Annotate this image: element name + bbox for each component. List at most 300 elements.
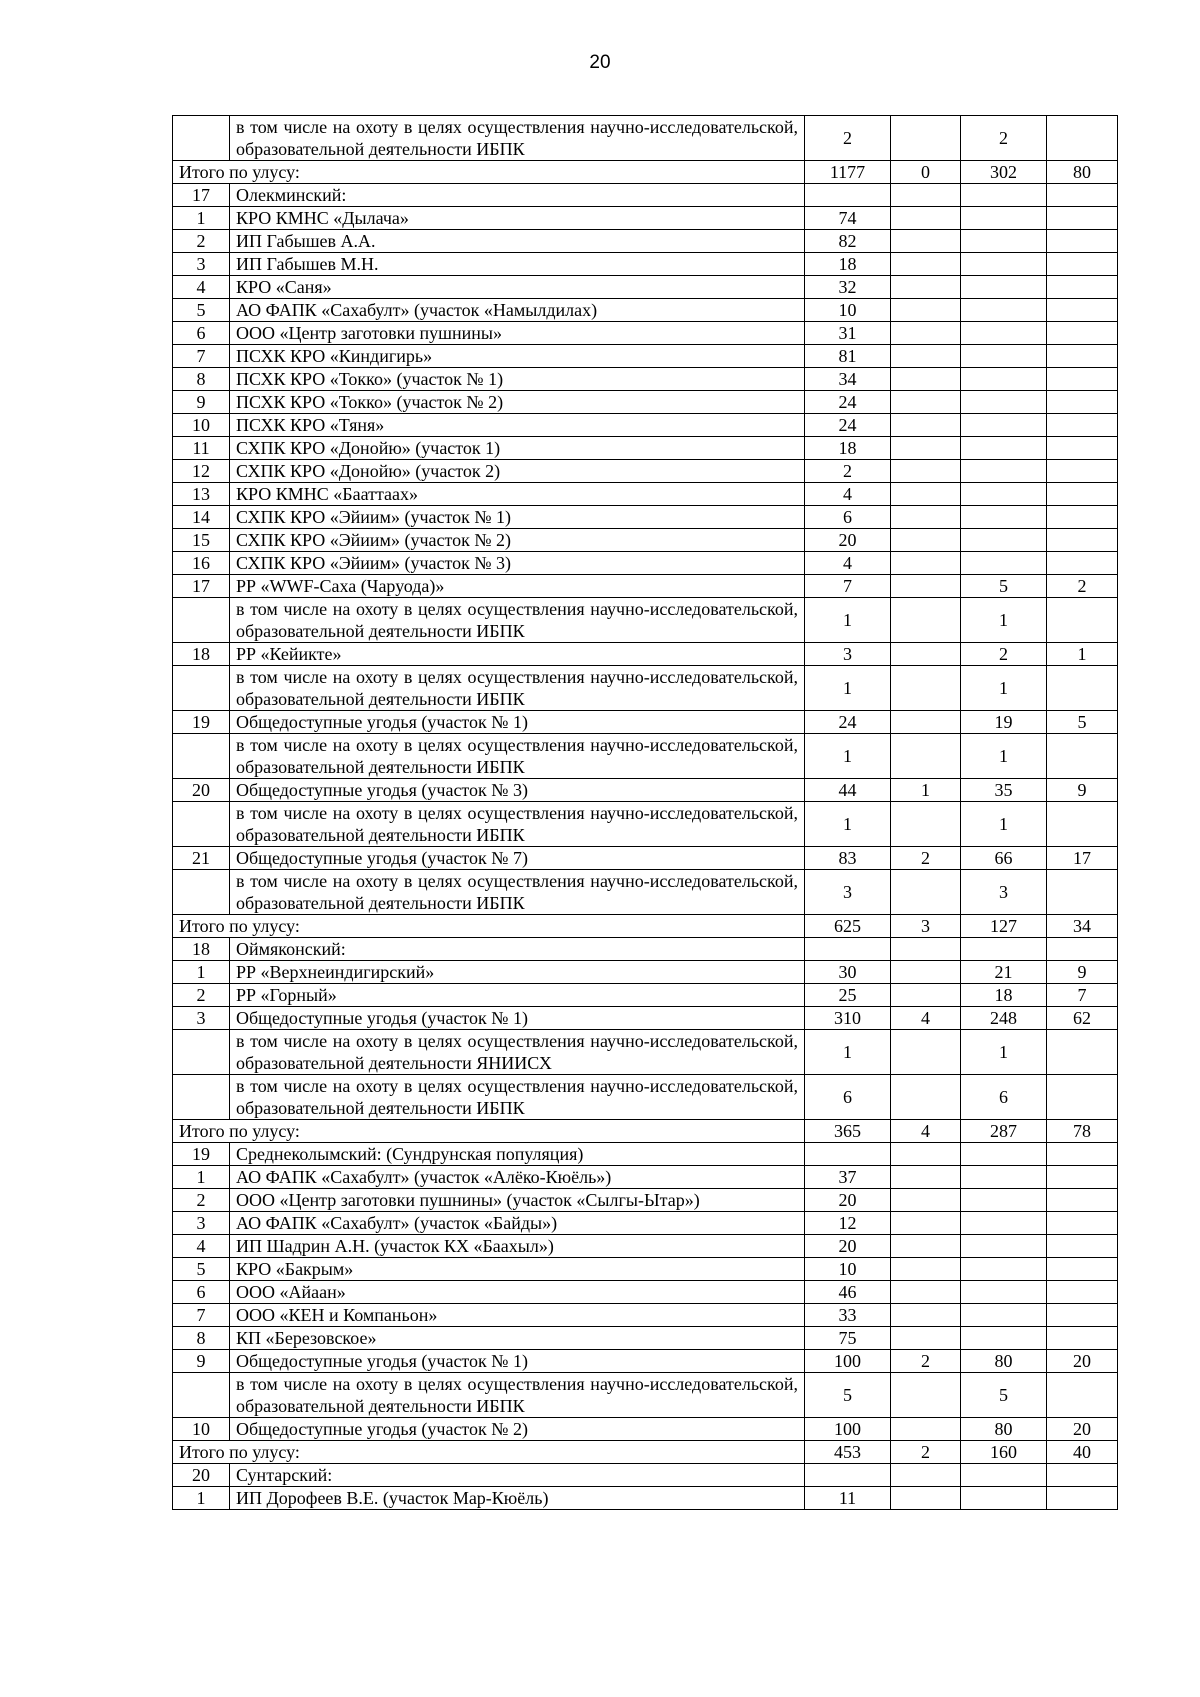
section-row bbox=[173, 184, 1118, 207]
value-col-1: 6 bbox=[805, 506, 891, 529]
value-col-4 bbox=[1047, 734, 1118, 779]
value-col-4: 20 bbox=[1047, 1350, 1118, 1373]
row-number: 3 bbox=[173, 1212, 230, 1235]
value-col-3 bbox=[961, 1464, 1047, 1487]
value-col-3: 2 bbox=[961, 643, 1047, 666]
value-col-2 bbox=[891, 1327, 961, 1350]
value-col-4: 62 bbox=[1047, 1007, 1118, 1030]
value-col-1: 81 bbox=[805, 345, 891, 368]
value-col-3 bbox=[961, 460, 1047, 483]
value-col-3 bbox=[961, 1212, 1047, 1235]
table-row bbox=[173, 345, 1118, 368]
value-col-1: 3 bbox=[805, 870, 891, 915]
table-row bbox=[173, 253, 1118, 276]
value-col-4 bbox=[1047, 299, 1118, 322]
table-row bbox=[173, 847, 1118, 870]
table-row bbox=[173, 299, 1118, 322]
value-col-1: 11 bbox=[805, 1487, 891, 1510]
value-col-3 bbox=[961, 1281, 1047, 1304]
row-number bbox=[173, 598, 230, 643]
row-number: 19 bbox=[173, 711, 230, 734]
section-row bbox=[173, 1143, 1118, 1166]
value-col-2 bbox=[891, 437, 961, 460]
value-col-2 bbox=[891, 506, 961, 529]
table-row bbox=[173, 1007, 1118, 1030]
row-name: Сунтарский: bbox=[230, 1464, 805, 1487]
value-col-2: 0 bbox=[891, 161, 961, 184]
value-col-4 bbox=[1047, 1143, 1118, 1166]
value-col-1: 82 bbox=[805, 230, 891, 253]
value-col-2 bbox=[891, 802, 961, 847]
value-col-2 bbox=[891, 598, 961, 643]
row-name: СХПК КРО «Эйиим» (участок № 2) bbox=[230, 529, 805, 552]
row-number bbox=[173, 802, 230, 847]
row-number: 21 bbox=[173, 847, 230, 870]
value-col-2 bbox=[891, 414, 961, 437]
value-col-1: 24 bbox=[805, 414, 891, 437]
value-col-3 bbox=[961, 1487, 1047, 1510]
value-col-1: 100 bbox=[805, 1418, 891, 1441]
value-col-4: 78 bbox=[1047, 1120, 1118, 1143]
value-col-3: 1 bbox=[961, 598, 1047, 643]
value-col-1: 1 bbox=[805, 598, 891, 643]
value-col-1: 6 bbox=[805, 1075, 891, 1120]
value-col-2 bbox=[891, 1075, 961, 1120]
value-col-3: 1 bbox=[961, 1030, 1047, 1075]
value-col-1: 18 bbox=[805, 437, 891, 460]
total-label: Итого по улусу: bbox=[173, 161, 805, 184]
value-col-2 bbox=[891, 984, 961, 1007]
value-col-2 bbox=[891, 276, 961, 299]
value-col-3: 1 bbox=[961, 802, 1047, 847]
value-col-2 bbox=[891, 1304, 961, 1327]
row-name: Общедоступные угодья (участок № 2) bbox=[230, 1418, 805, 1441]
row-number: 4 bbox=[173, 276, 230, 299]
row-name: ООО «Айаан» bbox=[230, 1281, 805, 1304]
value-col-1: 365 bbox=[805, 1120, 891, 1143]
row-name: РР «Верхнеиндигирский» bbox=[230, 961, 805, 984]
value-col-2 bbox=[891, 1418, 961, 1441]
value-col-1: 75 bbox=[805, 1327, 891, 1350]
value-col-4 bbox=[1047, 184, 1118, 207]
row-name: АО ФАПК «Сахабулт» (участок «Байды») bbox=[230, 1212, 805, 1235]
value-col-3 bbox=[961, 1258, 1047, 1281]
value-col-4 bbox=[1047, 598, 1118, 643]
value-col-2 bbox=[891, 938, 961, 961]
value-col-2 bbox=[891, 1030, 961, 1075]
row-number bbox=[173, 1030, 230, 1075]
row-name: ПСХК КРО «Тяня» bbox=[230, 414, 805, 437]
table-row bbox=[173, 1281, 1118, 1304]
value-col-1: 33 bbox=[805, 1304, 891, 1327]
value-col-1 bbox=[805, 184, 891, 207]
value-col-1: 1 bbox=[805, 666, 891, 711]
value-col-2 bbox=[891, 230, 961, 253]
value-col-4 bbox=[1047, 368, 1118, 391]
value-col-4: 9 bbox=[1047, 779, 1118, 802]
table-row bbox=[173, 276, 1118, 299]
row-number: 17 bbox=[173, 575, 230, 598]
value-col-2: 2 bbox=[891, 1441, 961, 1464]
table-row bbox=[173, 391, 1118, 414]
row-number: 5 bbox=[173, 1258, 230, 1281]
value-col-4 bbox=[1047, 460, 1118, 483]
value-col-2 bbox=[891, 322, 961, 345]
value-col-3: 6 bbox=[961, 1075, 1047, 1120]
quota-table bbox=[172, 115, 1118, 1510]
row-name: Общедоступные угодья (участок № 3) bbox=[230, 779, 805, 802]
row-name: СХПК КРО «Донойю» (участок 1) bbox=[230, 437, 805, 460]
row-number: 17 bbox=[173, 184, 230, 207]
row-name: СХПК КРО «Донойю» (участок 2) bbox=[230, 460, 805, 483]
value-col-3 bbox=[961, 552, 1047, 575]
value-col-3: 302 bbox=[961, 161, 1047, 184]
value-col-2 bbox=[891, 483, 961, 506]
row-number: 7 bbox=[173, 345, 230, 368]
value-col-2 bbox=[891, 711, 961, 734]
value-col-3 bbox=[961, 414, 1047, 437]
value-col-2 bbox=[891, 368, 961, 391]
note-text: в том числе на охоту в целях осуществления научно-исследовательской, образовательной деятельности ЯНИИСХ bbox=[230, 1030, 805, 1075]
value-col-2 bbox=[891, 1373, 961, 1418]
value-col-3 bbox=[961, 483, 1047, 506]
value-col-1: 4 bbox=[805, 552, 891, 575]
value-col-2 bbox=[891, 1258, 961, 1281]
note-row bbox=[173, 734, 1118, 779]
value-col-4: 20 bbox=[1047, 1418, 1118, 1441]
row-number: 18 bbox=[173, 643, 230, 666]
value-col-2: 2 bbox=[891, 847, 961, 870]
table-row bbox=[173, 414, 1118, 437]
row-name: КП «Березовское» bbox=[230, 1327, 805, 1350]
value-col-3: 3 bbox=[961, 870, 1047, 915]
value-col-4 bbox=[1047, 802, 1118, 847]
value-col-3: 2 bbox=[961, 116, 1047, 161]
table-row bbox=[173, 779, 1118, 802]
value-col-1: 18 bbox=[805, 253, 891, 276]
value-col-2 bbox=[891, 870, 961, 915]
note-text: в том числе на охоту в целях осуществления научно-исследовательской, образовательной деятельности ИБПК bbox=[230, 870, 805, 915]
row-number: 9 bbox=[173, 391, 230, 414]
value-col-4 bbox=[1047, 1327, 1118, 1350]
value-col-3 bbox=[961, 437, 1047, 460]
value-col-4 bbox=[1047, 552, 1118, 575]
note-text: в том числе на охоту в целях осуществления научно-исследовательской, образовательной деятельности ИБПК bbox=[230, 598, 805, 643]
total-row bbox=[173, 1120, 1118, 1143]
value-col-3: 160 bbox=[961, 1441, 1047, 1464]
value-col-1: 46 bbox=[805, 1281, 891, 1304]
row-number: 3 bbox=[173, 253, 230, 276]
row-name: ООО «КЕН и Компаньон» bbox=[230, 1304, 805, 1327]
total-row bbox=[173, 1441, 1118, 1464]
value-col-3 bbox=[961, 230, 1047, 253]
value-col-2 bbox=[891, 552, 961, 575]
value-col-1: 25 bbox=[805, 984, 891, 1007]
row-name: Общедоступные угодья (участок № 1) bbox=[230, 711, 805, 734]
row-name: КРО «Бакрым» bbox=[230, 1258, 805, 1281]
value-col-3 bbox=[961, 1189, 1047, 1212]
row-number: 9 bbox=[173, 1350, 230, 1373]
value-col-4 bbox=[1047, 207, 1118, 230]
row-number: 8 bbox=[173, 368, 230, 391]
value-col-4: 9 bbox=[1047, 961, 1118, 984]
value-col-2: 4 bbox=[891, 1007, 961, 1030]
total-label: Итого по улусу: bbox=[173, 1120, 805, 1143]
value-col-1: 34 bbox=[805, 368, 891, 391]
value-col-2 bbox=[891, 299, 961, 322]
value-col-1: 2 bbox=[805, 116, 891, 161]
value-col-1: 74 bbox=[805, 207, 891, 230]
row-number: 14 bbox=[173, 506, 230, 529]
row-name: СХПК КРО «Эйиим» (участок № 1) bbox=[230, 506, 805, 529]
value-col-3: 1 bbox=[961, 734, 1047, 779]
value-col-1 bbox=[805, 1143, 891, 1166]
note-row bbox=[173, 870, 1118, 915]
value-col-3 bbox=[961, 1166, 1047, 1189]
row-name: ПСХК КРО «Киндигирь» bbox=[230, 345, 805, 368]
value-col-2: 3 bbox=[891, 915, 961, 938]
value-col-4: 34 bbox=[1047, 915, 1118, 938]
value-col-1: 83 bbox=[805, 847, 891, 870]
table-row bbox=[173, 437, 1118, 460]
row-number: 11 bbox=[173, 437, 230, 460]
row-name: КРО «Саня» bbox=[230, 276, 805, 299]
value-col-3 bbox=[961, 345, 1047, 368]
value-col-2 bbox=[891, 1487, 961, 1510]
value-col-1: 31 bbox=[805, 322, 891, 345]
value-col-3 bbox=[961, 299, 1047, 322]
row-number: 20 bbox=[173, 1464, 230, 1487]
row-number: 12 bbox=[173, 460, 230, 483]
value-col-2: 1 bbox=[891, 779, 961, 802]
value-col-2: 4 bbox=[891, 1120, 961, 1143]
value-col-3 bbox=[961, 322, 1047, 345]
value-col-3: 35 bbox=[961, 779, 1047, 802]
value-col-2 bbox=[891, 1166, 961, 1189]
note-row bbox=[173, 1373, 1118, 1418]
note-row bbox=[173, 1030, 1118, 1075]
value-col-3 bbox=[961, 1235, 1047, 1258]
value-col-3: 80 bbox=[961, 1418, 1047, 1441]
value-col-2 bbox=[891, 253, 961, 276]
value-col-3: 5 bbox=[961, 1373, 1047, 1418]
table-row bbox=[173, 1304, 1118, 1327]
value-col-2 bbox=[891, 734, 961, 779]
value-col-1: 10 bbox=[805, 1258, 891, 1281]
quota-table-body bbox=[173, 116, 1118, 1510]
row-number: 6 bbox=[173, 322, 230, 345]
row-name: Общедоступные угодья (участок № 1) bbox=[230, 1007, 805, 1030]
value-col-1: 24 bbox=[805, 391, 891, 414]
value-col-4 bbox=[1047, 529, 1118, 552]
row-number: 10 bbox=[173, 1418, 230, 1441]
row-name: ИП Шадрин А.Н. (участок КХ «Баахыл») bbox=[230, 1235, 805, 1258]
table-row bbox=[173, 1166, 1118, 1189]
value-col-2 bbox=[891, 116, 961, 161]
value-col-4 bbox=[1047, 414, 1118, 437]
value-col-1: 100 bbox=[805, 1350, 891, 1373]
row-name: РР «Кейикте» bbox=[230, 643, 805, 666]
value-col-3 bbox=[961, 938, 1047, 961]
value-col-4 bbox=[1047, 276, 1118, 299]
value-col-1: 1 bbox=[805, 734, 891, 779]
row-number: 1 bbox=[173, 1166, 230, 1189]
value-col-3 bbox=[961, 1304, 1047, 1327]
value-col-4: 7 bbox=[1047, 984, 1118, 1007]
value-col-1: 453 bbox=[805, 1441, 891, 1464]
value-col-4 bbox=[1047, 1189, 1118, 1212]
value-col-1: 4 bbox=[805, 483, 891, 506]
value-col-4 bbox=[1047, 253, 1118, 276]
row-number: 3 bbox=[173, 1007, 230, 1030]
table-row bbox=[173, 1327, 1118, 1350]
table-row bbox=[173, 230, 1118, 253]
row-name: СХПК КРО «Эйиим» (участок № 3) bbox=[230, 552, 805, 575]
value-col-4 bbox=[1047, 1075, 1118, 1120]
value-col-4 bbox=[1047, 1487, 1118, 1510]
value-col-1: 20 bbox=[805, 1235, 891, 1258]
table-row bbox=[173, 368, 1118, 391]
value-col-4 bbox=[1047, 666, 1118, 711]
value-col-4 bbox=[1047, 1258, 1118, 1281]
value-col-1: 20 bbox=[805, 1189, 891, 1212]
row-number: 1 bbox=[173, 207, 230, 230]
value-col-4: 17 bbox=[1047, 847, 1118, 870]
table-row bbox=[173, 483, 1118, 506]
section-row bbox=[173, 938, 1118, 961]
section-row bbox=[173, 1464, 1118, 1487]
table-row bbox=[173, 207, 1118, 230]
note-text: в том числе на охоту в целях осуществления научно-исследовательской, образовательной деятельности ИБПК bbox=[230, 1373, 805, 1418]
value-col-2 bbox=[891, 575, 961, 598]
value-col-3 bbox=[961, 368, 1047, 391]
row-number bbox=[173, 870, 230, 915]
value-col-2 bbox=[891, 1281, 961, 1304]
value-col-4 bbox=[1047, 1212, 1118, 1235]
value-col-1 bbox=[805, 1464, 891, 1487]
value-col-3: 287 bbox=[961, 1120, 1047, 1143]
value-col-3: 127 bbox=[961, 915, 1047, 938]
row-number bbox=[173, 666, 230, 711]
value-col-1: 625 bbox=[805, 915, 891, 938]
value-col-3: 248 bbox=[961, 1007, 1047, 1030]
row-name: РР «Горный» bbox=[230, 984, 805, 1007]
row-number: 16 bbox=[173, 552, 230, 575]
row-name: ИП Габышев А.А. bbox=[230, 230, 805, 253]
row-name: АО ФАПК «Сахабулт» (участок «Намылдилах) bbox=[230, 299, 805, 322]
value-col-3 bbox=[961, 1327, 1047, 1350]
note-row bbox=[173, 598, 1118, 643]
value-col-2 bbox=[891, 961, 961, 984]
value-col-1: 12 bbox=[805, 1212, 891, 1235]
value-col-3 bbox=[961, 207, 1047, 230]
table-row bbox=[173, 575, 1118, 598]
value-col-1: 24 bbox=[805, 711, 891, 734]
row-name: Общедоступные угодья (участок № 1) bbox=[230, 1350, 805, 1373]
row-name: ИП Дорофеев В.Е. (участок Мар-Кюёль) bbox=[230, 1487, 805, 1510]
row-number: 1 bbox=[173, 1487, 230, 1510]
value-col-3: 18 bbox=[961, 984, 1047, 1007]
table-row bbox=[173, 1350, 1118, 1373]
row-number: 8 bbox=[173, 1327, 230, 1350]
value-col-2 bbox=[891, 1189, 961, 1212]
total-row bbox=[173, 915, 1118, 938]
value-col-2 bbox=[891, 1464, 961, 1487]
value-col-4: 1 bbox=[1047, 643, 1118, 666]
value-col-3: 19 bbox=[961, 711, 1047, 734]
note-row bbox=[173, 1075, 1118, 1120]
note-row bbox=[173, 802, 1118, 847]
table-row bbox=[173, 643, 1118, 666]
value-col-2 bbox=[891, 643, 961, 666]
value-col-2 bbox=[891, 345, 961, 368]
row-name: АО ФАПК «Сахабулт» (участок «Алёко-Кюёль») bbox=[230, 1166, 805, 1189]
row-number: 5 bbox=[173, 299, 230, 322]
table-row bbox=[173, 711, 1118, 734]
row-number: 13 bbox=[173, 483, 230, 506]
value-col-4 bbox=[1047, 506, 1118, 529]
row-name: Олекминский: bbox=[230, 184, 805, 207]
row-number: 6 bbox=[173, 1281, 230, 1304]
value-col-4 bbox=[1047, 1373, 1118, 1418]
table-row bbox=[173, 1487, 1118, 1510]
value-col-4: 5 bbox=[1047, 711, 1118, 734]
value-col-1: 3 bbox=[805, 643, 891, 666]
note-text: в том числе на охоту в целях осуществления научно-исследовательской, образовательной деятельности ИБПК bbox=[230, 1075, 805, 1120]
value-col-4 bbox=[1047, 938, 1118, 961]
value-col-4 bbox=[1047, 391, 1118, 414]
value-col-4 bbox=[1047, 1304, 1118, 1327]
value-col-3: 1 bbox=[961, 666, 1047, 711]
row-number bbox=[173, 1373, 230, 1418]
table-row bbox=[173, 1258, 1118, 1281]
row-name: ПСХК КРО «Токко» (участок № 1) bbox=[230, 368, 805, 391]
table-row bbox=[173, 984, 1118, 1007]
row-number: 2 bbox=[173, 984, 230, 1007]
note-row bbox=[173, 116, 1118, 161]
value-col-3 bbox=[961, 253, 1047, 276]
value-col-4 bbox=[1047, 870, 1118, 915]
note-row bbox=[173, 666, 1118, 711]
row-name: ПСХК КРО «Токко» (участок № 2) bbox=[230, 391, 805, 414]
value-col-4 bbox=[1047, 483, 1118, 506]
table-row bbox=[173, 552, 1118, 575]
value-col-2 bbox=[891, 1212, 961, 1235]
total-row bbox=[173, 161, 1118, 184]
value-col-2 bbox=[891, 207, 961, 230]
row-name: ООО «Центр заготовки пушнины» (участок «Сылгы-Ытар») bbox=[230, 1189, 805, 1212]
row-name: ООО «Центр заготовки пушнины» bbox=[230, 322, 805, 345]
row-number bbox=[173, 116, 230, 161]
note-text: в том числе на охоту в целях осуществления научно-исследовательской, образовательной деятельности ИБПК bbox=[230, 666, 805, 711]
value-col-1: 10 bbox=[805, 299, 891, 322]
table-row bbox=[173, 1189, 1118, 1212]
row-number: 7 bbox=[173, 1304, 230, 1327]
row-name: Оймяконский: bbox=[230, 938, 805, 961]
value-col-4: 40 bbox=[1047, 1441, 1118, 1464]
value-col-1: 44 bbox=[805, 779, 891, 802]
table-row bbox=[173, 322, 1118, 345]
value-col-4 bbox=[1047, 437, 1118, 460]
value-col-4 bbox=[1047, 1281, 1118, 1304]
row-number: 4 bbox=[173, 1235, 230, 1258]
value-col-3 bbox=[961, 1143, 1047, 1166]
value-col-2 bbox=[891, 391, 961, 414]
table-row bbox=[173, 529, 1118, 552]
value-col-2 bbox=[891, 1143, 961, 1166]
table-row bbox=[173, 961, 1118, 984]
row-name: Общедоступные угодья (участок № 7) bbox=[230, 847, 805, 870]
